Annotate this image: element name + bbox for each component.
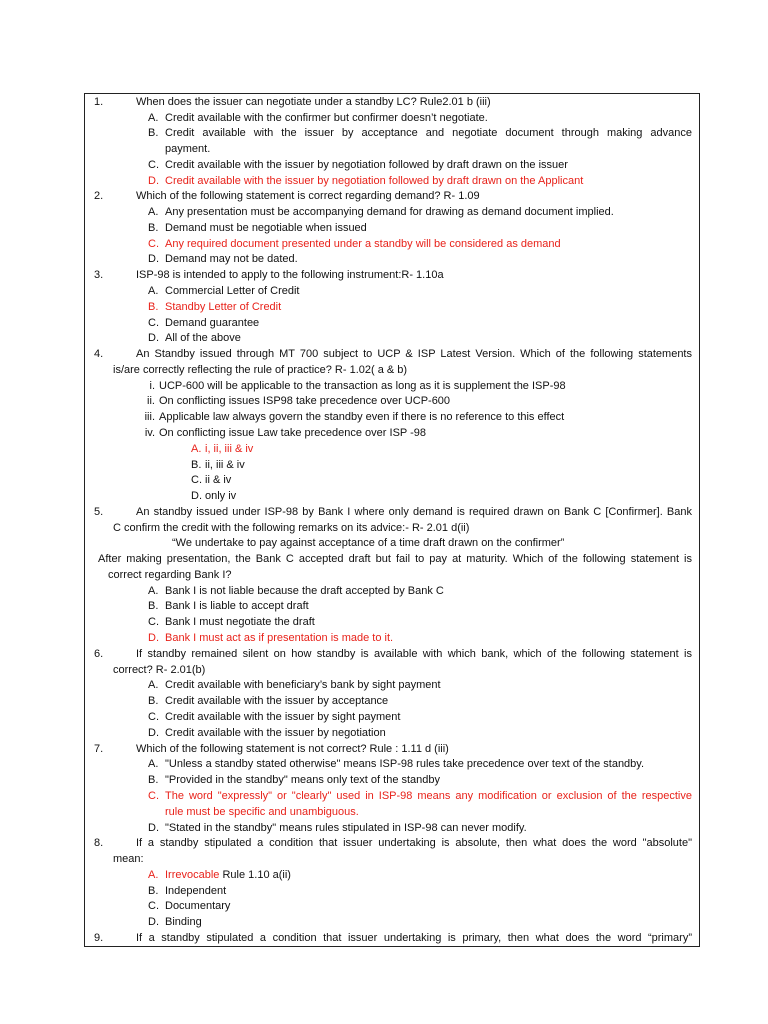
option-text: Credit available with the confirmer but confirmer doesn’t negotiate. — [165, 112, 488, 124]
roman-text: UCP-600 will be applicable to the transaction as long as it is supplement the ISP-98 — [159, 380, 566, 392]
question-text: An Standby issued through MT 700 subject to UCP & ISP Latest Version. Which of the following statements — [136, 348, 692, 360]
question-scenario: After making presentation, the Bank C accepted draft but fail to pay at maturity. Which of the following statement is — [98, 553, 692, 565]
roman-text: Applicable law always govern the standby even if there is no reference to this effect — [159, 411, 565, 423]
document-page — [84, 93, 700, 947]
question-text: ISP-98 is intended to apply to the following instrument:R- 1.10a — [136, 269, 444, 281]
question-text: Which of the following statement is not correct? Rule : 1.11 d (iii) — [136, 743, 449, 755]
option-label: A. — [148, 758, 159, 770]
option-text: Bank I is not liable because the draft accepted by Bank C — [165, 585, 444, 597]
quoted-remark: “We undertake to pay against acceptance of a time draft drawn on the confirmer” — [172, 537, 565, 549]
option-label: A. — [148, 206, 159, 218]
option-text: All of the above — [165, 332, 241, 344]
option-text: Binding — [165, 916, 202, 928]
option-label: B. — [148, 695, 159, 707]
answer-text: Standby Letter of Credit — [165, 301, 282, 313]
roman-label: i. — [149, 380, 155, 392]
option-label: A. — [148, 112, 159, 124]
option-label: C. — [148, 317, 159, 329]
question-text: Which of the following statement is correct regarding demand? R- 1.09 — [136, 190, 480, 202]
answer-text: The word "expressly" or "clearly" used in ISP-98 means any modification or exclusion of the respective — [165, 790, 692, 802]
option-label: A. — [148, 585, 159, 597]
question-text-continued: correct? R- 2.01(b) — [113, 664, 206, 676]
answer-label: A. — [148, 869, 159, 881]
roman-label: iii. — [144, 411, 155, 423]
option-label: D. — [191, 490, 202, 502]
option-label: B. — [148, 774, 159, 786]
option-text: Credit available with beneficiary’s bank by sight payment — [165, 679, 441, 691]
question-text: An standby issued under ISP-98 by Bank I where only demand is required drawn on Bank C [Confirmer]. Bank — [136, 506, 692, 518]
option-label: D. — [148, 332, 159, 344]
roman-text: On conflicting issue Law take precedence over ISP -98 — [159, 427, 427, 439]
option-text: Bank I must negotiate the draft — [165, 616, 315, 628]
option-text: "Provided in the standby" means only text of the standby — [165, 774, 441, 786]
option-text-continued: payment. — [165, 143, 211, 155]
question-number: 1. — [94, 96, 104, 108]
answer-label: B. — [148, 301, 159, 313]
option-label: A. — [148, 679, 159, 691]
option-text: only iv — [205, 490, 237, 502]
question-scenario-continued: correct regarding Bank I? — [108, 569, 232, 581]
option-label: C. — [148, 900, 159, 912]
option-label: C. — [191, 474, 202, 486]
answer-text: Irrevocable — [165, 869, 220, 881]
option-text: Credit available with the issuer by negotiation followed by draft drawn on the issuer — [165, 159, 568, 171]
option-text: ii & iv — [205, 474, 232, 486]
option-label: D. — [148, 916, 159, 928]
question-text-continued: is/are correctly reflecting the rule of practice? R- 1.02( a & b) — [113, 364, 408, 376]
option-label: B. — [191, 459, 202, 471]
roman-label: iv. — [144, 427, 155, 439]
question-text-continued: mean: — [113, 853, 144, 865]
option-text: Demand may not be dated. — [165, 253, 298, 265]
option-label: B. — [148, 222, 159, 234]
question-text: If standby remained silent on how standby is available with which bank, which of the following statement is — [136, 648, 692, 660]
roman-label: ii. — [147, 395, 155, 407]
question-number: 7. — [94, 743, 104, 755]
question-text: When does the issuer can negotiate under a standby LC? Rule2.01 b (iii) — [136, 96, 491, 108]
question-number: 9. — [94, 932, 104, 944]
question-text: If a standby stipulated a condition that issuer undertaking is absolute, then what does the word "absolute" — [136, 837, 692, 849]
option-label: C. — [148, 159, 159, 171]
option-label: C. — [148, 616, 159, 628]
option-label: C. — [148, 711, 159, 723]
option-text: "Stated in the standby" means rules stipulated in ISP-98 can never modify. — [165, 822, 527, 834]
option-text: Documentary — [165, 900, 231, 912]
option-text: "Unless a standby stated otherwise" means ISP-98 rules take precedence over text of the standby. — [165, 758, 645, 770]
option-text: ii, iii & iv — [205, 459, 245, 471]
answer-label: D. — [148, 632, 159, 644]
option-label: D. — [148, 822, 159, 834]
option-text: Bank I is liable to accept draft — [165, 600, 309, 612]
option-text: Commercial Letter of Credit — [165, 285, 300, 297]
option-text: Any presentation must be accompanying demand for drawing as demand document implied. — [165, 206, 614, 218]
option-label: B. — [148, 885, 159, 897]
option-text: Credit available with the issuer by sight payment — [165, 711, 401, 723]
answer-label: C. — [148, 790, 159, 802]
option-label: D. — [148, 727, 159, 739]
option-text: Credit available with the issuer by negotiation — [165, 727, 386, 739]
answer-label: A. — [191, 443, 202, 455]
question-number: 4. — [94, 348, 104, 360]
option-text: Demand must be negotiable when issued — [165, 222, 367, 234]
answer-label: C. — [148, 238, 159, 250]
question-text: If a standby stipulated a condition that issuer undertaking is primary, then what does the word “primary” — [136, 932, 692, 944]
option-label: B. — [148, 127, 159, 139]
option-label: D. — [148, 253, 159, 265]
option-text: Credit available with the issuer by acceptance and negotiate document through making advance — [165, 127, 692, 139]
answer-line — [165, 868, 291, 883]
rule-reference: Rule 1.10 a(ii) — [219, 869, 291, 881]
option-text: Demand guarantee — [165, 317, 260, 329]
roman-text: On conflicting issues ISP98 take precedence over UCP-600 — [159, 395, 451, 407]
answer-text: i, ii, iii & iv — [205, 443, 254, 455]
answer-text-continued: rule must be specific and unambiguous. — [165, 806, 359, 818]
answer-label: D. — [148, 175, 159, 187]
option-label: B. — [148, 600, 159, 612]
answer-text: Bank I must act as if presentation is made to it. — [165, 632, 394, 644]
question-number: 6. — [94, 648, 104, 660]
question-number: 5. — [94, 506, 104, 518]
answer-text: Any required document presented under a standby will be considered as demand — [165, 238, 561, 250]
option-text: Credit available with the issuer by acceptance — [165, 695, 389, 707]
option-label: A. — [148, 285, 159, 297]
question-number: 2. — [94, 190, 104, 202]
option-text: Independent — [165, 885, 227, 897]
question-number: 8. — [94, 837, 104, 849]
question-number: 3. — [94, 269, 104, 281]
question-text-continued: C confirm the credit with the following remarks on its advice:- R- 2.01 d(ii) — [113, 522, 470, 534]
answer-text: Credit available with the issuer by negotiation followed by draft drawn on the Applicant — [165, 175, 584, 187]
